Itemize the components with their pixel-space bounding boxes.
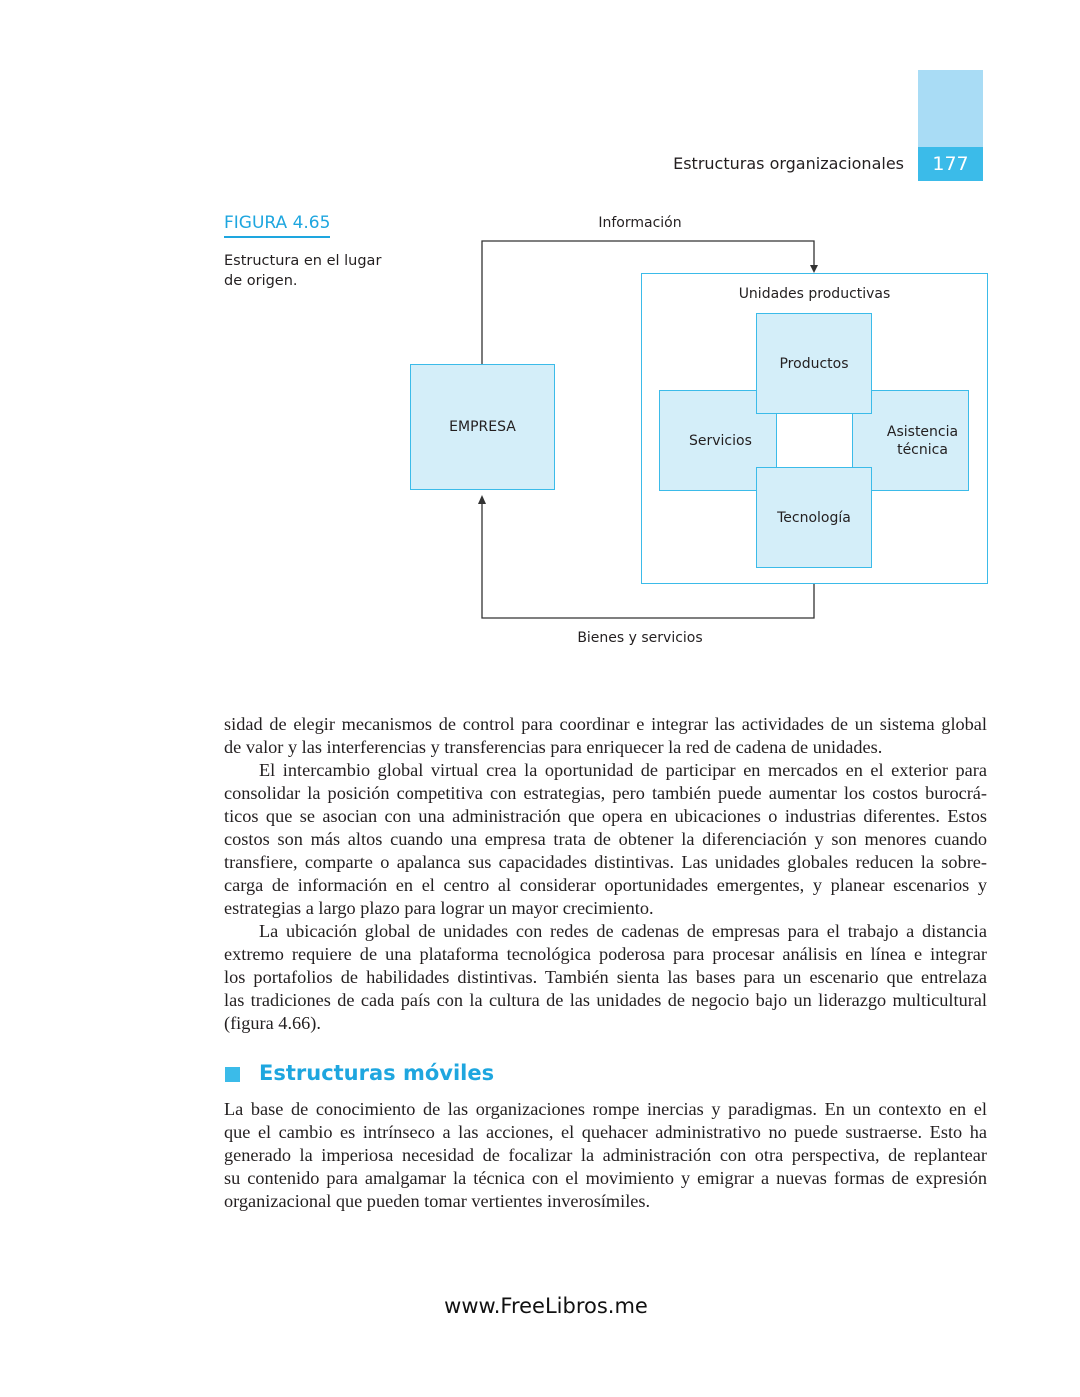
body-line: El intercambio global virtual crea la oportunidad de participar en mercados en el exterior para xyxy=(259,760,987,780)
body-line: su contenido para amalgamar la técnica con el movimiento y emigrar a nuevas formas de expresión xyxy=(224,1168,987,1188)
section-heading: Estructuras móviles xyxy=(259,1061,495,1085)
body-line: extremo requiere de una plataforma tecnológica poderosa para procesar análisis en línea e integrar xyxy=(224,944,987,964)
information-label: Información xyxy=(598,215,682,231)
body-line: las tradiciones de cada país con la cultura de las unidades de negocio bajo un liderazgo multicultural xyxy=(224,990,987,1010)
empresa-box: EMPRESA xyxy=(410,364,555,490)
servicios-box: Servicios xyxy=(659,390,777,491)
body-line: los portafolios de habilidades distintivas. También sienta las bases para un escenario que entrelaza xyxy=(224,967,987,987)
body-line: organizacional que pueden tomar vertientes inverosímiles. xyxy=(224,1191,651,1211)
body-line: sidad de elegir mecanismos de control para coordinar e integrar las actividades de un sistema global xyxy=(224,714,987,734)
body-line: costos son más altos cuando una empresa trata de obtener la diferenciación y son menores cuando xyxy=(224,829,987,849)
running-header: Estructuras organizacionales xyxy=(673,154,904,173)
body-line: transfiere, comparte o apalanca sus capacidades distintivas. Las unidades globales reducen la sobre- xyxy=(224,852,987,872)
arrowhead-up-icon xyxy=(478,495,486,504)
body-line: (figura 4.66). xyxy=(224,1013,321,1033)
tecnologia-box: Tecnología xyxy=(756,467,872,568)
body-line: consolidar la posición competitiva con estrategias, pero también puede aumentar los costos burocrá- xyxy=(224,783,987,803)
footer-url: www.FreeLibros.me xyxy=(444,1294,648,1318)
productive-units-label: Unidades productivas xyxy=(738,286,891,302)
body-line: que el cambio es intrínseco a las acciones, el quehacer administrativo no puede sustraerse. Esto ha xyxy=(224,1122,987,1142)
body-line: La ubicación global de unidades con redes de cadenas de empresas para el trabajo a distancia xyxy=(259,921,987,941)
arrowhead-down-icon xyxy=(810,265,818,273)
productos-box: Productos xyxy=(756,313,872,414)
body-line: La base de conocimiento de las organizaciones rompe inercias y paradigmas. En un contexto en el xyxy=(224,1099,987,1119)
figure-number: FIGURA 4.65 xyxy=(224,213,330,238)
section-bullet-icon xyxy=(225,1067,240,1082)
goods-services-label: Bienes y servicios xyxy=(577,630,703,646)
figure-caption: Estructura en el lugar de origen. xyxy=(224,253,382,289)
body-line: ticos que se asocian con una administración que opera en ubicaciones o industrias diferentes. Estos xyxy=(224,806,987,826)
body-line: estrategias a largo plazo para lograr un mayor crecimiento. xyxy=(224,898,654,918)
asistencia-box: Asistencia técnica xyxy=(852,390,969,491)
page-number: 177 xyxy=(918,147,983,181)
body-line: carga de información en el centro al considerar oportunidades emergentes, y planear escenarios y xyxy=(224,875,987,895)
body-line: de valor y las interferencias y transferencias para enriquecer la red de cadena de unidades. xyxy=(224,737,883,757)
body-line: generado la imperiosa necesidad de focalizar la administración con otra perspectiva, de replantear xyxy=(224,1145,987,1165)
